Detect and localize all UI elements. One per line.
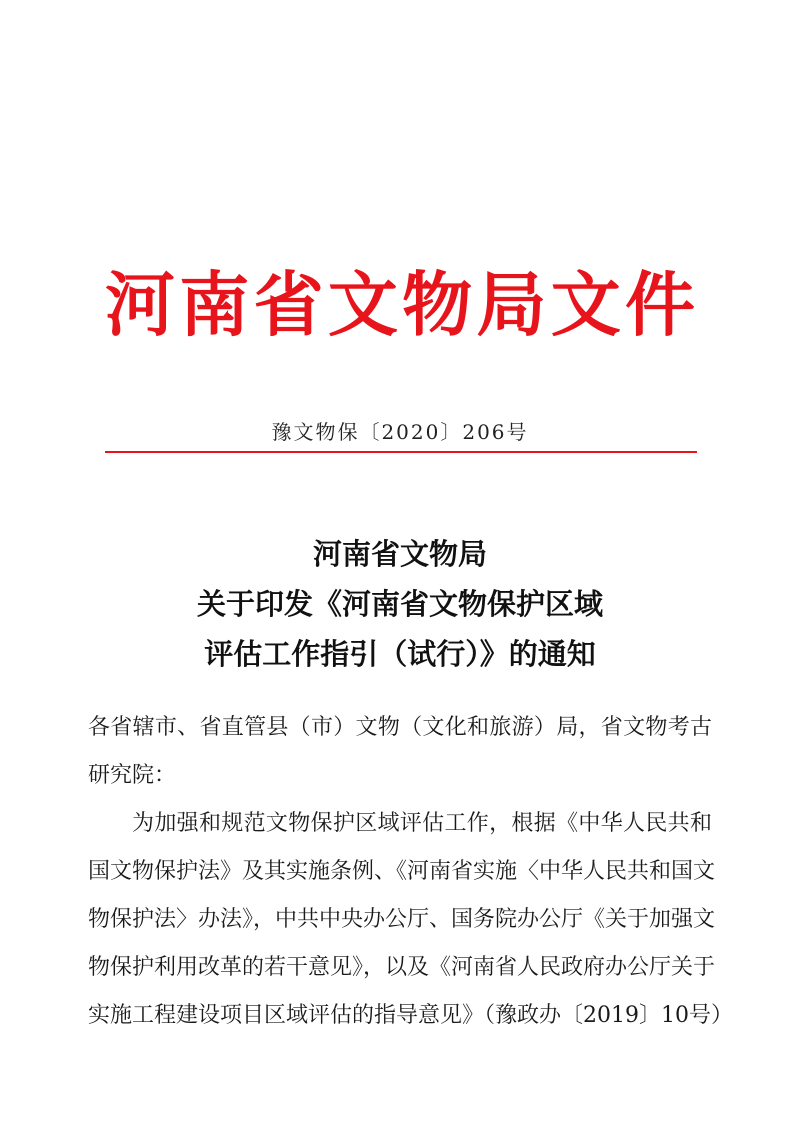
notice-title-line-2: 关于印发《河南省文物保护区域 (196, 587, 603, 621)
document-number: 豫文物保〔2020〕206号 (271, 420, 529, 444)
red-divider-line (105, 451, 697, 453)
body-line: 物保护法〉办法》，中共中央办公厅、国务院办公厅《关于加强文 (88, 907, 716, 932)
notice-title-line-1: 河南省文物局 (312, 537, 487, 571)
body-line: 国文物保护法》及其实施条例、《河南省实施〈中华人民共和国文 (88, 859, 716, 884)
body-line: 为加强和规范文物保护区域评估工作，根据《中华人民共和 (132, 811, 712, 836)
body-line: 各省辖市、省直管县（市）文物（文化和旅游）局，省文物考古 (88, 715, 712, 740)
document-masthead: 河南省文物局文件 (105, 264, 695, 346)
body-line: 物保护利用改革的若干意见》，以及《河南省人民政府办公厅关于 (88, 955, 716, 980)
body-line: 研究院： (88, 763, 177, 788)
notice-title-line-3: 评估工作指引（试行）》的通知 (204, 637, 596, 671)
body-line: 实施工程建设项目区域评估的指导意见》（豫政办〔2019〕10号） (88, 1003, 733, 1028)
